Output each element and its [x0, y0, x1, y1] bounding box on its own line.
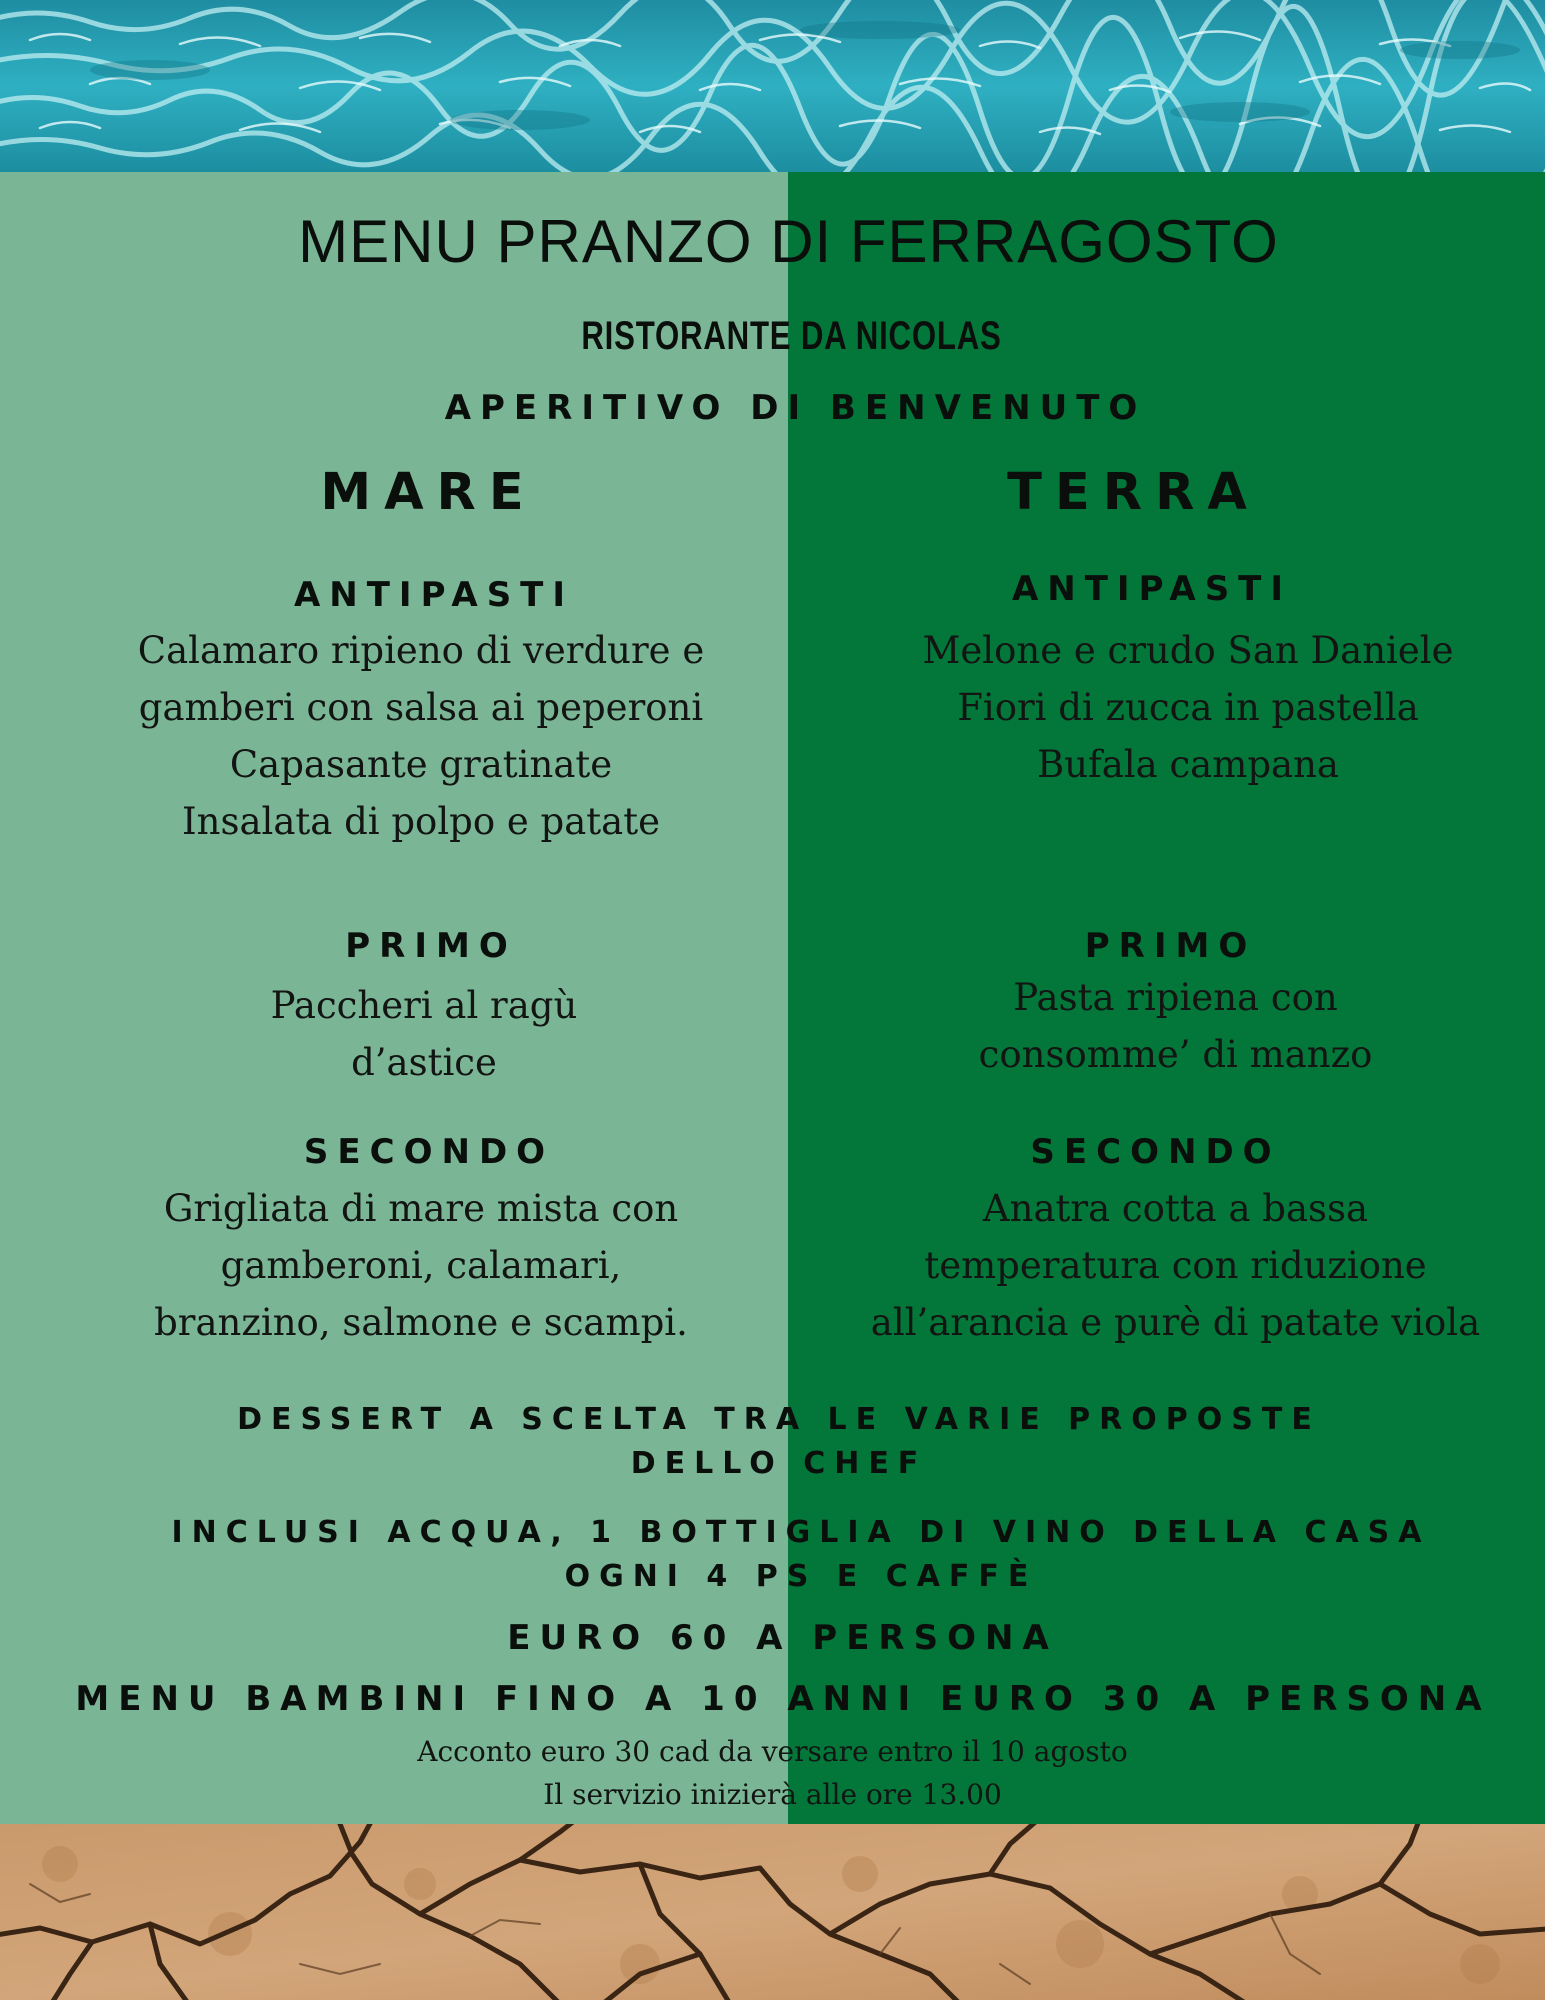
list-item: Grigliata di mare mista con [163, 1187, 679, 1230]
cracked-earth-image [0, 1824, 1545, 2000]
kids-price: MENU BAMBINI FINO A 10 ANNI EURO 30 A PERSONA [75, 1679, 1491, 1719]
sea-water-image [0, 0, 1545, 172]
list-item: Calamaro ripieno di verdure e [137, 629, 705, 672]
list-item: Bufala campana [1037, 743, 1339, 786]
service-time-note: Il servizio inizierà alle ore 13.00 [543, 1778, 1002, 1811]
mare-primo-label: PRIMO [345, 926, 517, 966]
mare-heading: MARE [320, 463, 537, 522]
included-line: INCLUSI ACQUA, 1 BOTTIGLIA DI VINO DELLA CASA [171, 1515, 1431, 1550]
mare-secondo-list [0, 1180, 842, 1351]
list-item: Capasante gratinate [229, 743, 613, 786]
menu-title: MENU PRANZO DI FERRAGOSTO [298, 208, 1279, 275]
list-item: Anatra cotta a bassa [982, 1187, 1369, 1230]
list-item: Insalata di polpo e patate [182, 800, 660, 843]
terra-heading: TERRA [1007, 463, 1260, 522]
list-item: Fiori di zucca in pastella [957, 686, 1419, 729]
list-item: consomme’ di manzo [978, 1033, 1373, 1076]
list-item: Pasta ripiena con [1013, 976, 1338, 1019]
welcome-aperitif: APERITIVO DI BENVENUTO [444, 388, 1147, 428]
mare-secondo-label: SECONDO [303, 1132, 555, 1172]
list-item: gamberoni, calamari, [220, 1244, 622, 1287]
list-item: Paccheri al ragù [270, 984, 578, 1027]
dessert-line: DELLO CHEF [630, 1446, 928, 1481]
included-note [0, 1511, 1545, 1599]
terra-antipasti-label: ANTIPASTI [1011, 569, 1293, 609]
booking-notes [0, 1730, 1545, 1816]
terra-secondo-label: SECONDO [1030, 1132, 1281, 1172]
included-line: OGNI 4 PS E CAFFÈ [564, 1559, 1038, 1594]
price: EURO 60 A PERSONA [507, 1618, 1058, 1658]
list-item: Melone e crudo San Daniele [922, 629, 1454, 672]
restaurant-name: RISTORANTE DA NICOLAS [581, 314, 1002, 358]
deposit-note: Acconto euro 30 cad da versare entro il 10 agosto [417, 1735, 1128, 1768]
mare-primo-list [0, 977, 848, 1091]
dessert-line: DESSERT A SCELTA TRA LE VARIE PROPOSTE [237, 1402, 1321, 1437]
list-item: branzino, salmone e scampi. [154, 1301, 688, 1344]
list-item: all’arancia e purè di patate viola [870, 1301, 1481, 1344]
list-item: d’astice [351, 1041, 497, 1084]
mare-antipasti-list [0, 622, 842, 850]
terra-secondo-list [788, 1180, 1545, 1351]
mare-antipasti-label: ANTIPASTI [293, 575, 575, 615]
list-item: gamberi con salsa ai peperoni [138, 686, 704, 729]
terra-primo-label: PRIMO [1084, 926, 1257, 966]
list-item: temperatura con riduzione [924, 1244, 1427, 1287]
dessert-note [0, 1398, 1545, 1486]
terra-primo-list [788, 969, 1545, 1083]
terra-antipasti-list [788, 622, 1545, 793]
